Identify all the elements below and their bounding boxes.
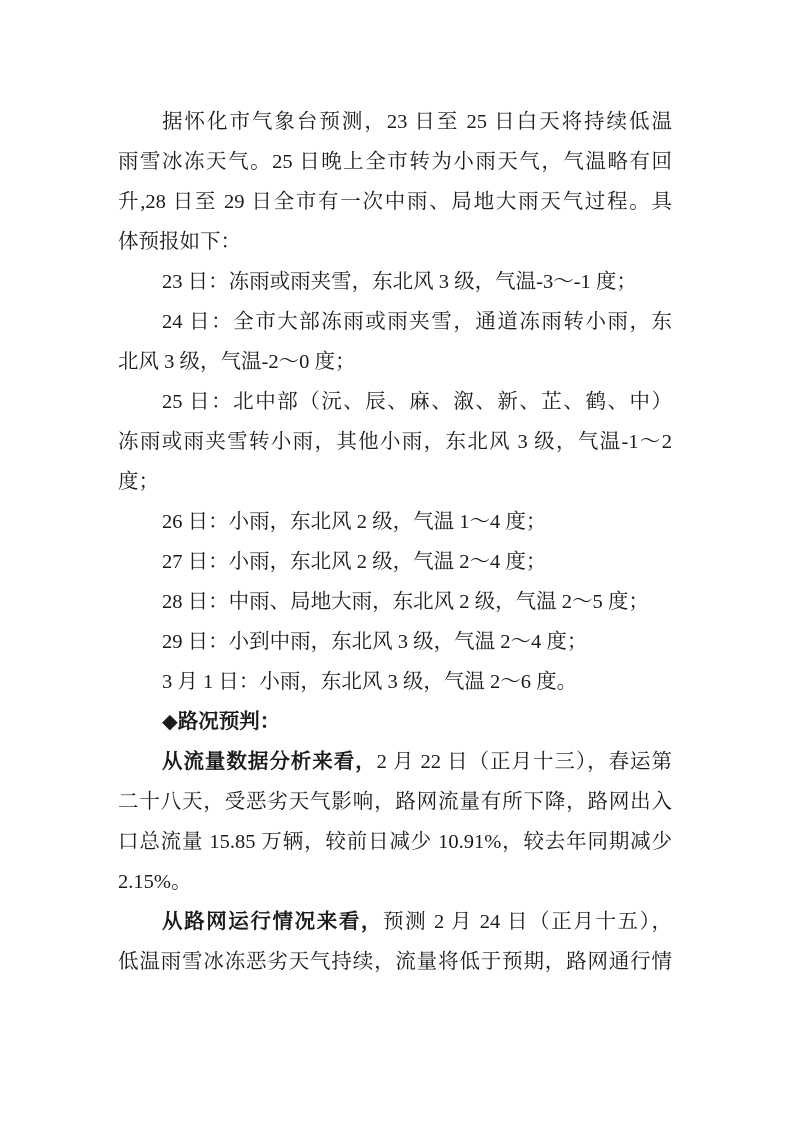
text-line: [118, 222, 672, 262]
para-forecast-mar1: [118, 662, 672, 702]
text-segment: 2 月 22 日（正月十三），春运第: [376, 751, 673, 773]
text-segment: 25 日：北中部（沅、辰、麻、溆、新、芷、鹤、中）: [162, 391, 672, 413]
text-line: [118, 302, 672, 342]
text-line: [118, 582, 672, 622]
text-segment: 度；: [118, 471, 159, 493]
text-segment: 口总流量 15.85 万辆，较前日减少 10.91%，较去年同期减少: [118, 831, 672, 853]
text-segment-bold: 从路网运行情况来看，: [162, 911, 384, 933]
para-traffic-flow-analysis: [118, 742, 672, 902]
text-segment: 体预报如下：: [118, 231, 241, 253]
text-segment: 北风 3 级，气温-2～0 度；: [118, 351, 356, 373]
text-line: [118, 142, 672, 182]
para-weather-forecast-intro: [118, 102, 672, 262]
heading-road-condition-forecast: [118, 702, 672, 742]
text-segment: 低温雨雪冰冻恶劣天气持续，流量将低于预期，路网通行情: [118, 951, 672, 973]
para-forecast-day24: [118, 302, 672, 382]
text-line: [118, 102, 672, 142]
text-segment: 冻雨或雨夹雪转小雨，其他小雨，东北风 3 级，气温-1～2: [118, 431, 672, 453]
text-line: [118, 742, 672, 782]
text-line: [118, 182, 672, 222]
text-segment: 据怀化市气象台预测，23 日至 25 日白天将持续低温: [162, 111, 672, 133]
para-forecast-day27: [118, 542, 672, 582]
para-network-operation: [118, 902, 672, 982]
text-segment: 29 日：小到中雨，东北风 3 级，气温 2～4 度；: [162, 631, 588, 653]
para-forecast-day28: [118, 582, 672, 622]
text-segment: 28 日：中雨、局地大雨，东北风 2 级，气温 2～5 度；: [162, 591, 649, 613]
text-segment-bold: ◆路况预判：: [162, 711, 281, 733]
text-segment: 预测 2 月 24 日（正月十五），: [383, 911, 673, 933]
text-segment: 2.15%。: [118, 871, 192, 893]
text-segment: 23 日：冻雨或雨夹雪，东北风 3 级，气温-3～-1 度；: [162, 271, 637, 293]
text-segment-bold: 从流量数据分析来看，: [162, 751, 377, 773]
text-segment: 雨雪冰冻天气。25 日晚上全市转为小雨天气，气温略有回: [118, 151, 672, 173]
para-forecast-day25: [118, 382, 672, 502]
text-line: [118, 702, 672, 742]
text-line: [118, 382, 672, 422]
text-line: [118, 822, 672, 862]
text-line: [118, 422, 672, 462]
text-segment: 升,28 日至 29 日全市有一次中雨、局地大雨天气过程。具: [118, 191, 672, 213]
text-line: [118, 622, 672, 662]
para-forecast-day29: [118, 622, 672, 662]
text-segment: 3 月 1 日：小雨，东北风 3 级，气温 2～6 度。: [162, 671, 578, 693]
text-segment: 24 日：全市大部冻雨或雨夹雪，通道冻雨转小雨，东: [162, 311, 672, 333]
text-line: [118, 502, 672, 542]
text-line: [118, 462, 672, 502]
text-line: [118, 542, 672, 582]
text-segment: 27 日：小雨，东北风 2 级，气温 2～4 度；: [162, 551, 547, 573]
para-forecast-day26: [118, 502, 672, 542]
text-line: [118, 262, 672, 302]
text-segment: 二十八天，受恶劣天气影响，路网流量有所下降，路网出入: [118, 791, 672, 813]
text-line: [118, 662, 672, 702]
text-line: [118, 342, 672, 382]
document-body: [118, 102, 672, 982]
text-line: [118, 862, 672, 902]
text-line: [118, 942, 672, 982]
text-line: [118, 782, 672, 822]
para-forecast-day23: [118, 262, 672, 302]
text-segment: 26 日：小雨，东北风 2 级，气温 1～4 度；: [162, 511, 547, 533]
text-line: [118, 902, 672, 942]
